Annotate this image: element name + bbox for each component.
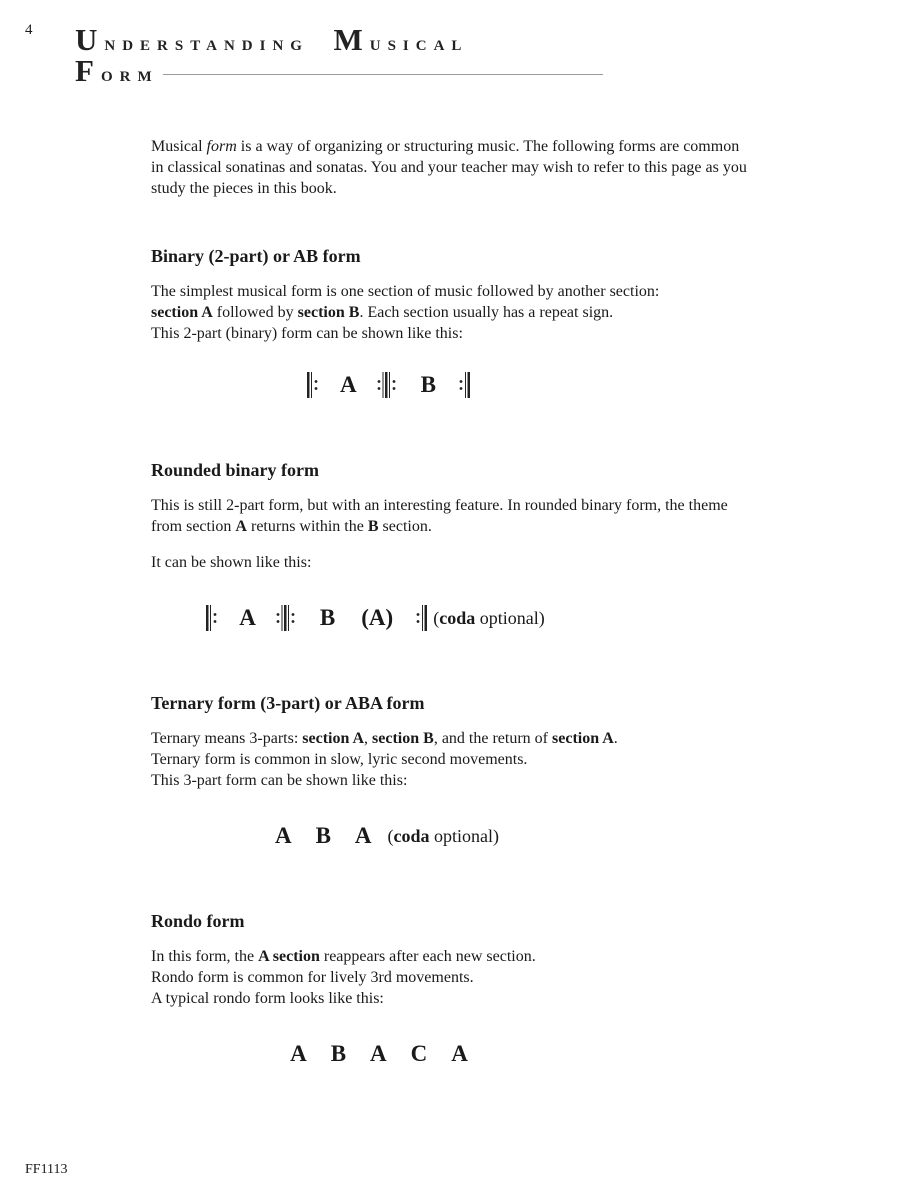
binary-diagram bbox=[27, 370, 751, 400]
binary-p3: This 2-part (binary) form can be shown like this: bbox=[151, 325, 463, 342]
rounded-p1-bold-1: A bbox=[235, 518, 247, 535]
binary-p2-bold-2: section B bbox=[297, 304, 360, 321]
binary-letter-b: B bbox=[420, 372, 436, 397]
ternary-coda-bold: coda bbox=[393, 826, 430, 846]
binary-p2-text-2: . Each section usually has a repeat sign. bbox=[359, 304, 614, 321]
ternary-p1-text-4: . bbox=[613, 730, 618, 747]
binary-letter-a: A bbox=[340, 372, 357, 397]
rondo-letter-5: A bbox=[451, 1041, 468, 1066]
double-repeat-sign bbox=[377, 371, 399, 399]
rondo-p2: Rondo form is common for lively 3rd movements. bbox=[151, 969, 474, 986]
rounded-coda-rest: optional) bbox=[475, 608, 545, 628]
rounded-letter-b: B bbox=[319, 605, 336, 630]
intro-text-2: is a way of organizing or structuring music. The following forms are common in classical sonatinas and sonatas. You and your teacher may wish to refer to this page as you study the pieces in this book. bbox=[151, 138, 747, 197]
title-initial-2: M bbox=[333, 22, 370, 57]
ternary-p1-text-2: , bbox=[364, 730, 373, 747]
ternary-diagram bbox=[11, 821, 751, 851]
main-content bbox=[151, 136, 751, 1069]
rondo-p1 bbox=[151, 946, 751, 967]
title-rest-2: usical bbox=[369, 31, 469, 55]
rounded-p1-text-2: returns within the bbox=[246, 518, 368, 535]
ternary-p1 bbox=[151, 728, 751, 749]
repeat-start-sign bbox=[306, 371, 320, 399]
title-rule bbox=[163, 74, 603, 75]
ternary-heading: Ternary form (3-part) or ABA form bbox=[151, 693, 425, 713]
rondo-p1-text-1: In this form, the bbox=[151, 948, 259, 965]
rounded-p1-bold-2: B bbox=[367, 518, 379, 535]
rondo-p3: A typical rondo form looks like this: bbox=[151, 990, 384, 1007]
rounded-diagram bbox=[0, 603, 751, 633]
repeat-end-sign bbox=[458, 371, 472, 399]
rounded-coda-open: ( bbox=[433, 608, 440, 628]
title-rest-3: orm bbox=[100, 62, 159, 86]
repeat-start-sign bbox=[205, 604, 219, 632]
binary-p2-text-1: followed by bbox=[212, 304, 298, 321]
page-title bbox=[75, 22, 603, 88]
rounded-letter-a-return: (A) bbox=[361, 605, 394, 630]
rondo-letter-1: A bbox=[290, 1041, 307, 1066]
rondo-letter-2: B bbox=[330, 1041, 347, 1066]
rondo-p1-text-2: reappears after each new section. bbox=[319, 948, 536, 965]
title-initial-1: U bbox=[75, 22, 105, 57]
ternary-coda-rest: optional) bbox=[429, 826, 500, 846]
rounded-letter-a: A bbox=[239, 605, 256, 630]
ternary-p2: Ternary form is common in slow, lyric second movements. bbox=[151, 751, 528, 768]
rounded-p2: It can be shown like this: bbox=[151, 554, 312, 571]
ternary-p3: This 3-part form can be shown like this: bbox=[151, 772, 408, 789]
ternary-letter-1: A bbox=[274, 823, 292, 848]
binary-p2 bbox=[151, 302, 751, 323]
ternary-coda-open: ( bbox=[387, 826, 394, 846]
intro-emph: form bbox=[206, 138, 237, 155]
rounded-coda-note bbox=[433, 603, 545, 633]
page-number: 4 bbox=[25, 22, 33, 38]
ternary-p1-bold-1: section A bbox=[302, 730, 365, 747]
rondo-diagram bbox=[7, 1039, 751, 1069]
binary-heading: Binary (2-part) or AB form bbox=[151, 246, 361, 266]
footer-code: FF1113 bbox=[25, 1162, 68, 1177]
ternary-p1-text-1: Ternary means 3-parts: bbox=[151, 730, 303, 747]
repeat-end-sign bbox=[415, 604, 429, 632]
rounded-coda-bold: coda bbox=[439, 608, 476, 628]
title-rest-1: nderstanding bbox=[104, 31, 309, 55]
binary-p2-bold-1: section A bbox=[151, 304, 213, 321]
ternary-letter-3: A bbox=[354, 823, 372, 848]
rounded-p1-text-1: This is still 2-part form, but with an interesting feature. In rounded binary form, the theme from section bbox=[151, 497, 728, 535]
rondo-letter-4: C bbox=[410, 1041, 428, 1066]
rondo-heading: Rondo form bbox=[151, 911, 245, 931]
intro-paragraph bbox=[151, 136, 751, 199]
binary-p1: The simplest musical form is one section of music followed by another section: bbox=[151, 283, 660, 300]
ternary-p1-bold-3: section A bbox=[552, 730, 614, 747]
rondo-p1-bold-1: A section bbox=[258, 948, 320, 965]
intro-text-1: Musical bbox=[151, 138, 207, 155]
rounded-heading: Rounded binary form bbox=[151, 460, 320, 480]
ternary-letter-2: B bbox=[315, 823, 331, 848]
rounded-p1 bbox=[151, 495, 751, 537]
ternary-coda-note bbox=[388, 821, 500, 851]
ternary-p1-bold-2: section B bbox=[372, 730, 434, 747]
rondo-letter-3: A bbox=[370, 1041, 387, 1066]
rounded-p1-text-3: section. bbox=[378, 518, 432, 535]
ternary-p1-text-3: , and the return of bbox=[433, 730, 553, 747]
title-initial-3: F bbox=[75, 53, 101, 88]
double-repeat-sign bbox=[276, 604, 298, 632]
